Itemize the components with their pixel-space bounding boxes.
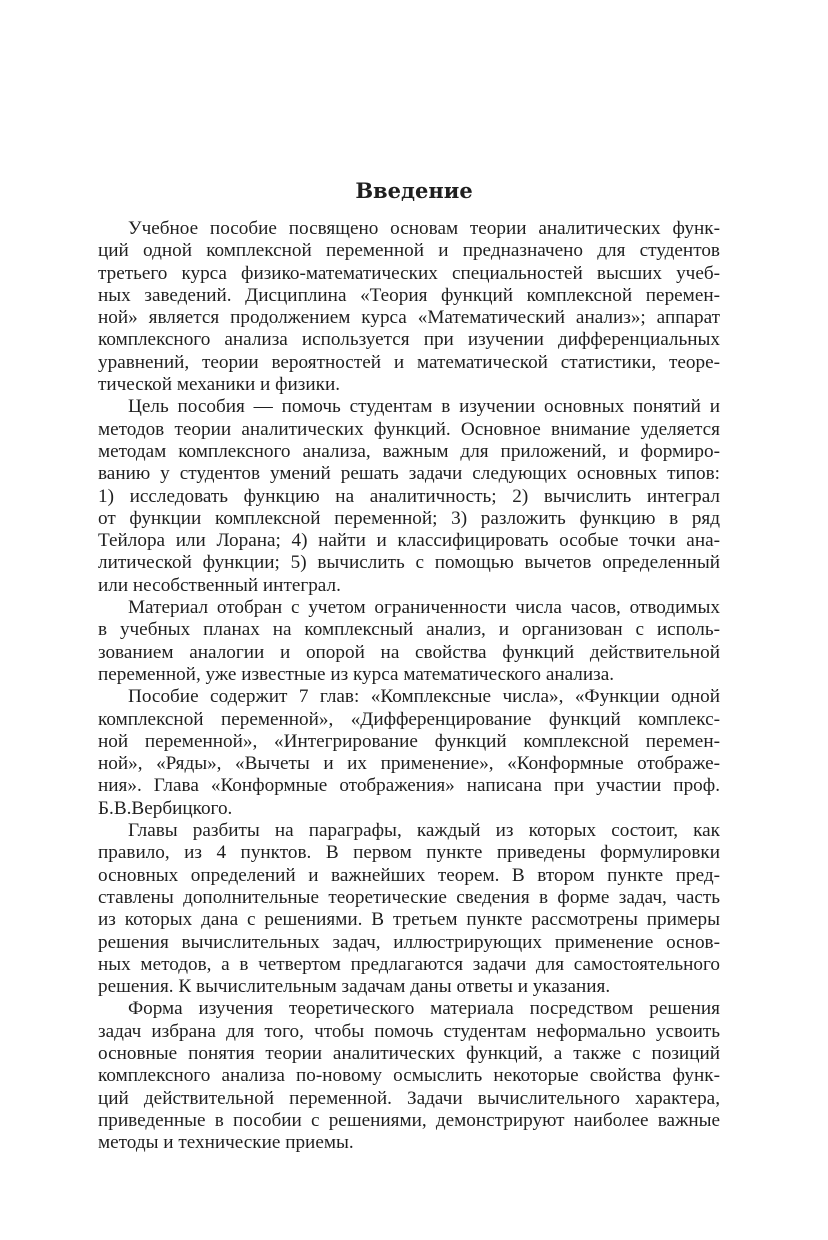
text-line: ванию у студентов умений решать задачи следующих основных типов: <box>98 463 720 485</box>
text-line: ций одной комплексной переменной и предназначено для студентов <box>98 240 720 262</box>
text-line: ставлены дополнительные теоретические сведения в форме задач, часть <box>98 886 720 908</box>
text-line: ния». Глава «Конформные отображения» написана при участии проф. <box>98 775 720 797</box>
text-line: Пособие содержит 7 глав: «Комплексные числа», «Функции одной <box>128 686 720 708</box>
text-line: 1) исследовать функцию на аналитичность; 2) вычислить интеграл <box>98 485 720 507</box>
paragraph <box>98 396 720 597</box>
text-line: из которых дана с решениями. В третьем пункте рассмотрены примеры <box>98 909 720 931</box>
paragraph <box>98 686 720 820</box>
text-line: ной переменной», «Интегрирование функций комплексной перемен- <box>98 730 720 752</box>
text-line: ной», «Ряды», «Вычеты и их применение», «Конформные отображе- <box>98 753 720 775</box>
text-line: Материал отобран с учетом ограниченности числа часов, отводимых <box>128 597 720 619</box>
text-line: третьего курса физико-математических специальностей высших учеб- <box>98 262 720 284</box>
text-line: комплексного анализа используется при изучении дифференциальных <box>98 329 720 351</box>
text-line: методам комплексного анализа, важным для приложений, и формиро- <box>98 440 720 462</box>
text-line: методов теории аналитических функций. Основное внимание уделяется <box>98 418 720 440</box>
text-line: правило, из 4 пунктов. В первом пункте приведены формулировки <box>98 842 720 864</box>
text-line: литической функции; 5) вычислить с помощью вычетов определенный <box>98 552 720 574</box>
text-line: Б.В.Вербицкого. <box>98 797 233 819</box>
text-line: в учебных планах на комплексный анализ, и организован с исполь- <box>98 619 720 641</box>
text-line: зованием аналогии и опорой на свойства функций действительной <box>98 641 720 663</box>
text-line: основные понятия теории аналитических функций, а также с позиций <box>98 1042 720 1064</box>
text-line: ных заведений. Дисциплина «Теория функций комплексной перемен- <box>98 284 720 306</box>
text-line: методы и технические приемы. <box>98 1132 354 1154</box>
text-line: переменной, уже известные из курса математического анализа. <box>98 663 615 685</box>
text-line: ций действительной переменной. Задачи вычислительного характера, <box>98 1087 720 1109</box>
page-title: Введение <box>355 178 473 203</box>
text-line: приведенные в пособии с решениями, демонстрируют наиболее важные <box>98 1109 720 1131</box>
text-line: задач избрана для того, чтобы помочь студентам неформально усвоить <box>98 1020 720 1042</box>
text-line: комплексного анализа по-новому осмыслить некоторые свойства функ- <box>98 1065 720 1087</box>
paragraph <box>98 820 720 998</box>
text-line: уравнений, теории вероятностей и математической статистики, теоре- <box>98 351 720 373</box>
text-line: тической механики и физики. <box>98 374 341 396</box>
text-line: основных определений и важнейших теорем. В втором пункте пред- <box>98 864 720 886</box>
text-line: ных методов, а в четвертом предлагаются задачи для самостоятельного <box>98 953 720 975</box>
document-body <box>98 218 720 1154</box>
text-line: Тейлора или Лорана; 4) найти и классифицировать особые точки ана- <box>98 530 720 552</box>
text-line: Главы разбиты на параграфы, каждый из которых состоит, как <box>128 820 720 842</box>
paragraph <box>98 218 720 396</box>
text-line: комплексной переменной», «Дифференцирование функций комплекс- <box>98 708 720 730</box>
text-line: Форма изучения теоретического материала посредством решения <box>128 998 720 1020</box>
text-line: Учебное пособие посвящено основам теории аналитических функ- <box>128 218 720 239</box>
text-line: или несобственный интеграл. <box>98 574 341 596</box>
paragraph <box>98 597 720 686</box>
text-line: ной» является продолжением курса «Математический анализ»; аппарат <box>98 307 720 329</box>
text-line: решения. К вычислительным задачам даны ответы и указания. <box>98 976 611 998</box>
text-line: Цель пособия — помочь студентам в изучении основных понятий и <box>128 396 720 418</box>
text-line: решения вычислительных задач, иллюстрирующих применение основ- <box>98 931 720 953</box>
paragraph <box>98 998 720 1154</box>
text-line: от функции комплексной переменной; 3) разложить функцию в ряд <box>98 507 720 529</box>
